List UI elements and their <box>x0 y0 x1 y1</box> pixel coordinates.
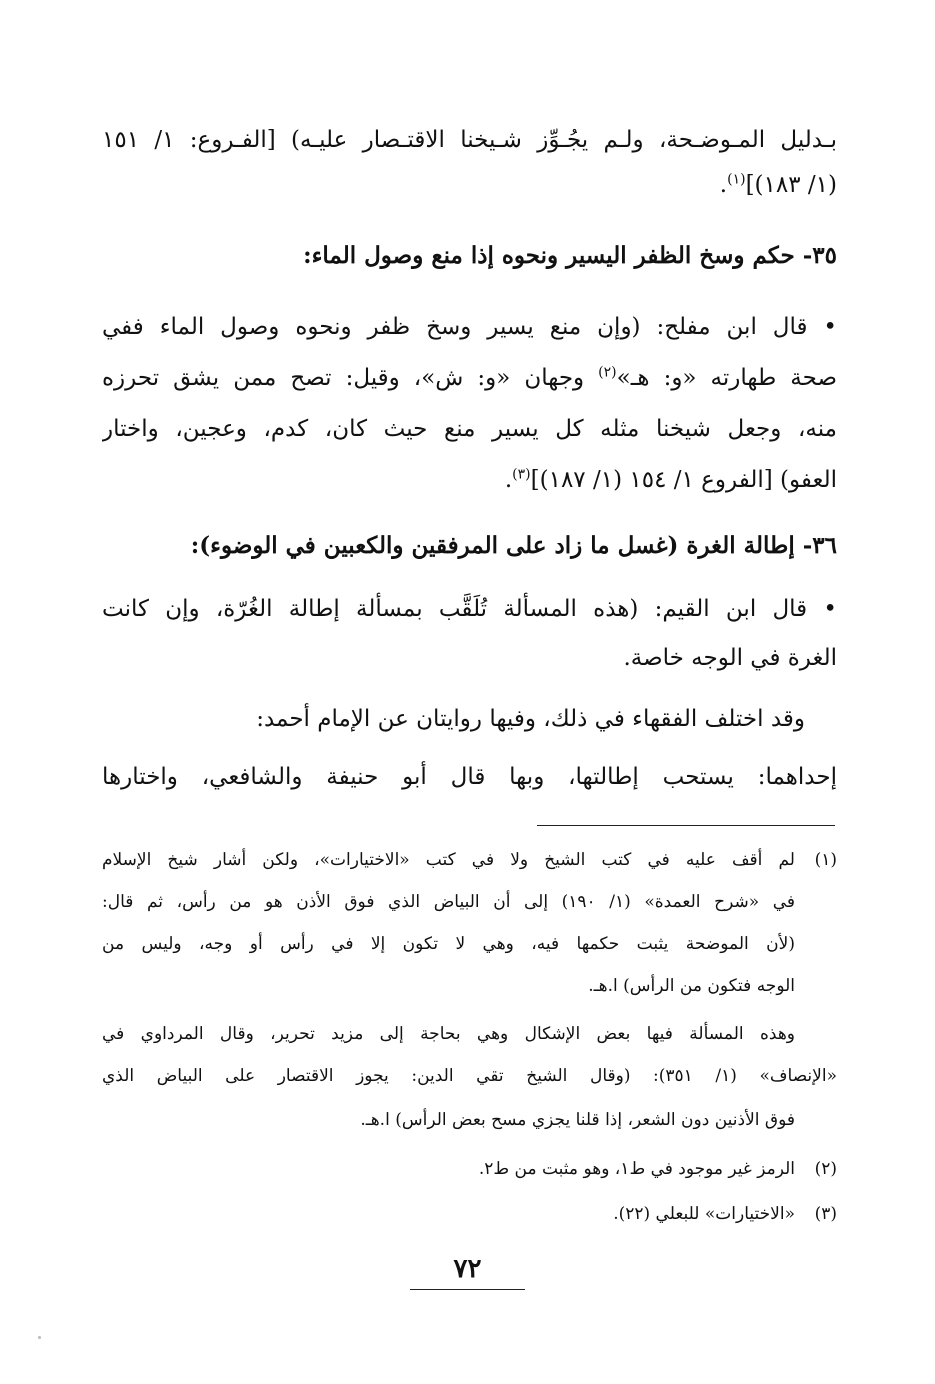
page-number: ٧٢ <box>453 1254 482 1284</box>
footnote-2-number: (٢) <box>814 1159 837 1179</box>
footnote-1-line-2: في «شرح العمدة» (١/ ١٩٠) إلى أن البياض الذي فوق الأذن هو من رأس، ثم قال: <box>102 892 795 912</box>
body-text: (١/ ١٨٣)] <box>745 172 837 198</box>
body-text: وجهان «و: ش»، وقيل: تصح ممن يشق تحرزه <box>102 365 599 391</box>
body-line-1 <box>102 118 837 162</box>
footnote-3-text: «الاختيارات» للبعلي (٢٢). <box>613 1204 795 1224</box>
period: . <box>719 172 728 198</box>
period: . <box>504 467 513 493</box>
body-text: بـدليل المـوضـحة، ولـم يجُـوِّز شـيخنا الاقتـصار عليـه) [الفـروع: ١/ ١٥١ <box>102 127 837 153</box>
paragraph-1-line-3: منه، وجعل شيخنا مثله كل يسير منع حيث كان، كدم، وعجين، واختار <box>102 416 837 442</box>
section-heading-35: ٣٥- حكم وسخ الظفر اليسير ونحوه إذا منع وصول الماء: <box>303 242 837 269</box>
section-heading-36: ٣٦- إطالة الغرة (غسل ما زاد على المرفقين والكعبين في الوضوء): <box>190 532 837 559</box>
page-number-underline <box>410 1289 525 1290</box>
footnote-1-line-5: وهذه المسألة فيها بعض الإشكال وهي بحاجة إلى مزيد تحرير، وقال المرداوي في <box>102 1024 795 1044</box>
body-text: صحة طهارته «و: هـ» <box>616 365 837 391</box>
footnote-1-line-1: لم أقف عليه في كتب الشيخ ولا في كتب «الاختيارات»، ولكن أشار شيخ الإسلام <box>102 850 795 870</box>
footnote-1-line-3: (لأن الموضحة يثبت حكمها فيه، وهي لا تكون إلا في رأس أو وجه، وليس من <box>102 934 795 954</box>
footnote-1-number: (١) <box>814 850 837 870</box>
footnote-3-number: (٣) <box>814 1204 837 1224</box>
paragraph-4: إحداهما: يستحب إطالتها، وبها قال أبو حنيفة والشافعي، واختارها <box>102 764 837 790</box>
body-text: العفو) [الفروع ١/ ١٥٤ (١/ ١٨٧)] <box>530 467 837 493</box>
body-line-2 <box>102 163 837 207</box>
footnote-ref-1[interactable]: (١) <box>727 171 746 188</box>
footnote-ref-2[interactable]: (٢) <box>598 364 617 381</box>
paragraph-1-line-1: • قال ابن مفلح: (وإن منع يسير وسخ ظفر ونحوه وصول الماء ففي <box>102 314 837 340</box>
paragraph-1-line-2 <box>102 356 837 400</box>
paragraph-1-line-4 <box>102 458 837 502</box>
footnote-separator <box>537 825 835 826</box>
paragraph-2-line-1: • قال ابن القيم: (هذه المسألة تُلَقَّب بمسألة إطالة الغُرّة، وإن كانت <box>102 596 837 622</box>
footnote-1-line-7: فوق الأذنين دون الشعر، إذا قلنا يجزي مسح بعض الرأس) ا.هـ. <box>360 1110 795 1130</box>
scan-speck <box>38 1336 41 1339</box>
footnote-2-text: الرمز غير موجود في ط١، وهو مثبت من ط٢. <box>478 1159 795 1179</box>
paragraph-3: وقد اختلف الفقهاء في ذلك، وفيها روايتان عن الإمام أحمد: <box>256 706 805 732</box>
paragraph-2-line-2: الغرة في الوجه خاصة. <box>623 645 837 671</box>
footnote-1-line-6: «الإنصاف» (١/ ٣٥١): (وقال الشيخ تقي الدين: يجوز الاقتصار على البياض الذي <box>102 1066 837 1086</box>
footnote-ref-3[interactable]: (٣) <box>512 466 531 483</box>
footnote-1-line-4: الوجه فتكون من الرأس) ا.هـ. <box>588 976 795 996</box>
